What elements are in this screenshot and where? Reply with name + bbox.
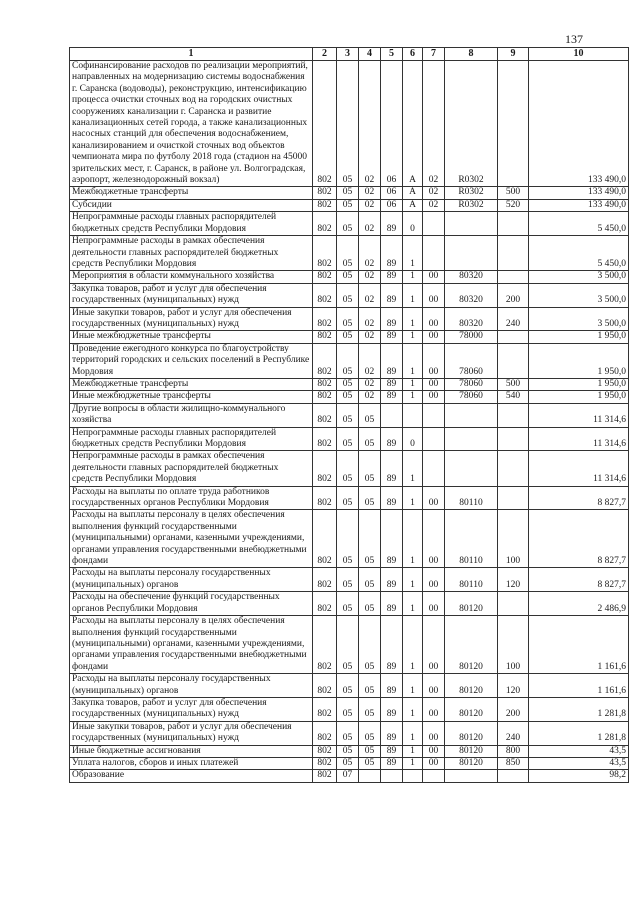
amount-cell: 3 500,0 [529,271,629,283]
code-cell: 05 [359,674,381,698]
code-cell: 1 [403,592,423,616]
code-cell [498,427,529,451]
code-cell [423,212,445,236]
code-cell: 800 [498,745,529,757]
code-cell: 07 [337,770,359,782]
code-cell: 00 [423,592,445,616]
code-cell: 05 [337,510,359,568]
code-cell: 80120 [445,616,498,674]
code-cell [381,770,403,782]
code-cell [498,236,529,271]
code-cell: 802 [313,187,337,199]
code-cell: 500 [498,378,529,390]
code-cell: 02 [359,378,381,390]
code-cell: 05 [337,271,359,283]
code-cell: 802 [313,510,337,568]
code-cell: 1 [403,568,423,592]
code-cell: 80320 [445,307,498,331]
column-header: 3 [337,48,359,61]
code-cell: R0302 [445,187,498,199]
amount-cell: 11 314,6 [529,427,629,451]
code-cell: 05 [337,236,359,271]
code-cell: 78000 [445,331,498,343]
table-row [70,674,629,698]
code-cell: 05 [337,283,359,307]
code-cell: R0302 [445,61,498,187]
code-cell: 802 [313,61,337,187]
code-cell: 00 [423,331,445,343]
code-cell: 802 [313,770,337,782]
table-row [70,187,629,199]
code-cell: 80120 [445,697,498,721]
code-cell: 00 [423,283,445,307]
code-cell: 02 [423,187,445,199]
code-cell: 1 [403,745,423,757]
code-cell: 89 [381,745,403,757]
code-cell: 89 [381,697,403,721]
code-cell: 520 [498,199,529,211]
code-cell: 05 [359,592,381,616]
column-header: 2 [313,48,337,61]
code-cell: 1 [403,391,423,403]
code-cell: 78060 [445,378,498,390]
code-cell: 00 [423,307,445,331]
table-row [70,451,629,486]
code-cell: 05 [337,486,359,510]
code-cell: 1 [403,674,423,698]
column-header: 8 [445,48,498,61]
row-name: Закупка товаров, работ и услуг для обеспечения государственных (муниципальных) нужд [70,697,313,721]
code-cell: 05 [337,745,359,757]
code-cell: 02 [359,331,381,343]
code-cell: 80120 [445,757,498,769]
code-cell: 1 [403,757,423,769]
table-row [70,568,629,592]
code-cell: 05 [337,61,359,187]
code-cell: 802 [313,745,337,757]
code-cell: 500 [498,187,529,199]
amount-cell: 43,5 [529,757,629,769]
column-header: 6 [403,48,423,61]
code-cell [498,61,529,187]
code-cell: 00 [423,721,445,745]
code-cell [423,236,445,271]
code-cell: 802 [313,674,337,698]
code-cell: 05 [337,697,359,721]
header-row [70,48,629,61]
code-cell: 802 [313,403,337,427]
code-cell: 06 [381,61,403,187]
code-cell: 89 [381,674,403,698]
code-cell: 80110 [445,568,498,592]
code-cell: 05 [359,510,381,568]
row-name: Непрограммные расходы главных распорядителей бюджетных средств Республики Мордовия [70,212,313,236]
code-cell: 802 [313,271,337,283]
code-cell: 02 [359,391,381,403]
code-cell: 05 [359,403,381,427]
code-cell: 200 [498,697,529,721]
code-cell: 02 [359,307,381,331]
code-cell: 80120 [445,674,498,698]
code-cell: 00 [423,391,445,403]
code-cell: 05 [359,451,381,486]
code-cell: A [403,199,423,211]
code-cell: 05 [337,592,359,616]
table-row [70,271,629,283]
row-name: Мероприятия в области коммунального хозяйства [70,271,313,283]
row-name: Непрограммные расходы главных распорядителей бюджетных средств Республики Мордовия [70,427,313,451]
code-cell: 1 [403,331,423,343]
code-cell: 89 [381,568,403,592]
code-cell: 802 [313,427,337,451]
code-cell: A [403,61,423,187]
column-header: 7 [423,48,445,61]
code-cell: 05 [337,391,359,403]
amount-cell: 43,5 [529,745,629,757]
code-cell: 05 [337,451,359,486]
code-cell: 05 [337,343,359,378]
code-cell [498,486,529,510]
code-cell: 00 [423,271,445,283]
code-cell: 05 [337,212,359,236]
code-cell: 89 [381,271,403,283]
row-name: Другие вопросы в области жилищно-коммунального хозяйства [70,403,313,427]
column-header: 4 [359,48,381,61]
code-cell: 1 [403,510,423,568]
code-cell: 89 [381,343,403,378]
code-cell: 802 [313,451,337,486]
amount-cell: 8 827,7 [529,568,629,592]
table-row [70,61,629,187]
amount-cell: 1 161,6 [529,674,629,698]
code-cell: 0 [403,212,423,236]
row-name: Иные закупки товаров, работ и услуг для обеспечения государственных (муниципальных) нужд [70,307,313,331]
table-row [70,212,629,236]
code-cell: 02 [359,283,381,307]
budget-table [69,47,629,783]
code-cell: 802 [313,378,337,390]
code-cell: 80110 [445,486,498,510]
code-cell [423,403,445,427]
code-cell: 802 [313,212,337,236]
amount-cell: 5 450,0 [529,212,629,236]
row-name: Иные закупки товаров, работ и услуг для обеспечения государственных (муниципальных) нужд [70,721,313,745]
row-name: Иные бюджетные ассигнования [70,745,313,757]
code-cell: 89 [381,721,403,745]
column-header: 5 [381,48,403,61]
amount-cell: 1 281,8 [529,721,629,745]
table-row [70,199,629,211]
code-cell: 89 [381,427,403,451]
code-cell [423,770,445,782]
code-cell: 89 [381,283,403,307]
table-row [70,307,629,331]
table-row [70,616,629,674]
table-row [70,427,629,451]
code-cell [498,343,529,378]
row-name: Расходы на выплаты персоналу государственных (муниципальных) органов [70,568,313,592]
code-cell: 1 [403,307,423,331]
code-cell: 05 [337,331,359,343]
amount-cell: 5 450,0 [529,236,629,271]
code-cell [498,271,529,283]
code-cell: 05 [337,674,359,698]
code-cell [445,212,498,236]
code-cell: 05 [337,403,359,427]
code-cell: 00 [423,697,445,721]
code-cell: 540 [498,391,529,403]
code-cell: 89 [381,331,403,343]
code-cell: 1 [403,343,423,378]
code-cell [445,403,498,427]
code-cell: 802 [313,568,337,592]
code-cell: 1 [403,378,423,390]
row-name: Непрограммные расходы в рамках обеспечения деятельности главных распорядителей бюджетных средств Республики Мордовия [70,236,313,271]
code-cell [423,427,445,451]
code-cell: 06 [381,187,403,199]
row-name: Межбюджетные трансферты [70,187,313,199]
code-cell: 02 [423,61,445,187]
code-cell: 00 [423,378,445,390]
code-cell: 00 [423,486,445,510]
code-cell: 89 [381,451,403,486]
code-cell: 80320 [445,283,498,307]
code-cell: 80120 [445,721,498,745]
code-cell: 00 [423,568,445,592]
row-name: Субсидии [70,199,313,211]
amount-cell: 2 486,9 [529,592,629,616]
code-cell: 02 [359,61,381,187]
row-name: Закупка товаров, работ и услуг для обеспечения государственных (муниципальных) нужд [70,283,313,307]
code-cell [445,451,498,486]
table-row [70,757,629,769]
code-cell: 0 [403,427,423,451]
code-cell: 1 [403,271,423,283]
amount-cell: 133 490,0 [529,61,629,187]
code-cell: 05 [359,486,381,510]
code-cell: 89 [381,236,403,271]
code-cell: 802 [313,283,337,307]
code-cell: 1 [403,451,423,486]
code-cell: 02 [359,212,381,236]
code-cell: 78060 [445,343,498,378]
code-cell: 05 [337,721,359,745]
code-cell [445,427,498,451]
code-cell: 05 [337,568,359,592]
code-cell: R0302 [445,199,498,211]
code-cell: 802 [313,486,337,510]
code-cell: 05 [359,697,381,721]
amount-cell: 133 490,0 [529,199,629,211]
table-row [70,592,629,616]
code-cell: 02 [359,187,381,199]
code-cell [445,770,498,782]
code-cell: 02 [359,199,381,211]
code-cell: 120 [498,568,529,592]
table-row [70,510,629,568]
table-row [70,378,629,390]
row-name: Межбюджетные трансферты [70,378,313,390]
code-cell [498,592,529,616]
amount-cell: 8 827,7 [529,510,629,568]
code-cell [498,331,529,343]
amount-cell: 11 314,6 [529,451,629,486]
amount-cell: 1 950,0 [529,391,629,403]
column-header: 9 [498,48,529,61]
code-cell [445,236,498,271]
code-cell: 05 [337,757,359,769]
code-cell: 80110 [445,510,498,568]
code-cell: 05 [359,427,381,451]
code-cell: 802 [313,592,337,616]
code-cell: 80120 [445,592,498,616]
code-cell: 802 [313,721,337,745]
code-cell [498,403,529,427]
code-cell: 802 [313,343,337,378]
code-cell: 1 [403,721,423,745]
code-cell [498,451,529,486]
amount-cell: 1 950,0 [529,331,629,343]
column-header: 10 [529,48,629,61]
code-cell: 1 [403,236,423,271]
table-row [70,331,629,343]
code-cell: 02 [359,271,381,283]
code-cell: 05 [359,745,381,757]
code-cell: 05 [337,307,359,331]
amount-cell: 1 950,0 [529,378,629,390]
code-cell [423,451,445,486]
code-cell: 1 [403,616,423,674]
table-row [70,697,629,721]
table-row [70,721,629,745]
page-number: 137 [565,32,583,46]
row-name: Расходы на выплаты по оплате труда работников государственных органов Республики Мордовия [70,486,313,510]
code-cell [498,770,529,782]
code-cell: 80320 [445,271,498,283]
table-row [70,770,629,782]
code-cell: 00 [423,757,445,769]
code-cell: 00 [423,674,445,698]
code-cell [359,770,381,782]
table-row [70,236,629,271]
row-name: Проведение ежегодного конкурса по благоустройству территорий городских и сельских поселений в Республике Мордовия [70,343,313,378]
table-row [70,486,629,510]
code-cell: 05 [359,568,381,592]
code-cell: 89 [381,391,403,403]
code-cell: 06 [381,199,403,211]
code-cell: 120 [498,674,529,698]
table-row [70,403,629,427]
code-cell: 1 [403,697,423,721]
code-cell: 05 [359,757,381,769]
code-cell: 78060 [445,391,498,403]
code-cell: 802 [313,697,337,721]
code-cell: 802 [313,199,337,211]
code-cell [403,770,423,782]
code-cell: 100 [498,616,529,674]
code-cell: A [403,187,423,199]
row-name: Образование [70,770,313,782]
code-cell: 00 [423,745,445,757]
row-name: Уплата налогов, сборов и иных платежей [70,757,313,769]
amount-cell: 133 490,0 [529,187,629,199]
code-cell: 80120 [445,745,498,757]
code-cell: 89 [381,592,403,616]
code-cell: 05 [337,427,359,451]
amount-cell: 8 827,7 [529,486,629,510]
code-cell: 802 [313,236,337,271]
code-cell: 05 [337,616,359,674]
table-row [70,745,629,757]
amount-cell: 11 314,6 [529,403,629,427]
row-name: Непрограммные расходы в рамках обеспечения деятельности главных распорядителей бюджетных средств Республики Мордовия [70,451,313,486]
row-name: Расходы на выплаты персоналу государственных (муниципальных) органов [70,674,313,698]
code-cell [381,403,403,427]
code-cell: 89 [381,616,403,674]
amount-cell: 1 950,0 [529,343,629,378]
code-cell: 802 [313,616,337,674]
column-header: 1 [70,48,313,61]
code-cell: 00 [423,616,445,674]
code-cell: 02 [359,236,381,271]
code-cell: 802 [313,307,337,331]
code-cell [498,212,529,236]
code-cell: 850 [498,757,529,769]
code-cell: 100 [498,510,529,568]
row-name: Расходы на обеспечение функций государственных органов Республики Мордовия [70,592,313,616]
code-cell: 240 [498,307,529,331]
code-cell: 89 [381,378,403,390]
code-cell: 89 [381,212,403,236]
row-name: Расходы на выплаты персоналу в целях обеспечения выполнения функций государственными (муниципальными) органами, казенными учреждениями, органами управления государственными внебюджетными фондами [70,510,313,568]
table-row [70,391,629,403]
amount-cell: 1 161,6 [529,616,629,674]
code-cell: 240 [498,721,529,745]
amount-cell: 3 500,0 [529,307,629,331]
row-name: Софинансирование расходов по реализации мероприятий, направленных на модернизацию системы водоснабжения г. Саранска (водоводы), реконструкцию, интенсификацию процесса очистки сточных вод на городских очистных сооружениях канализации г. Саранска и развитие канализационных сетей города, а также канализационных насосных станций для обеспечения водоснабжением, канализированием и очисткой сточных вод объектов чемпионата мира по футболу 2018 года (стадион на 45000 зрительских мест, г. Саранск, в районе ул. Волгоградская, аэропорт, железнодорожный вокзал) [70,61,313,187]
code-cell: 02 [359,343,381,378]
amount-cell: 98,2 [529,770,629,782]
code-cell: 00 [423,343,445,378]
code-cell: 89 [381,757,403,769]
code-cell: 05 [337,199,359,211]
table-row [70,283,629,307]
row-name: Иные межбюджетные трансферты [70,331,313,343]
code-cell: 802 [313,391,337,403]
code-cell: 200 [498,283,529,307]
code-cell: 89 [381,486,403,510]
code-cell: 02 [423,199,445,211]
code-cell: 00 [423,510,445,568]
code-cell: 05 [359,721,381,745]
code-cell: 89 [381,510,403,568]
code-cell: 05 [337,378,359,390]
amount-cell: 1 281,8 [529,697,629,721]
code-cell: 802 [313,331,337,343]
code-cell: 89 [381,307,403,331]
code-cell: 1 [403,283,423,307]
amount-cell: 3 500,0 [529,283,629,307]
table-row [70,343,629,378]
code-cell: 05 [337,187,359,199]
code-cell: 05 [359,616,381,674]
code-cell [403,403,423,427]
row-name: Расходы на выплаты персоналу в целях обеспечения выполнения функций государственными (муниципальными) органами, казенными учреждениями, органами управления государственными внебюджетными фондами [70,616,313,674]
code-cell: 802 [313,757,337,769]
row-name: Иные межбюджетные трансферты [70,391,313,403]
code-cell: 1 [403,486,423,510]
